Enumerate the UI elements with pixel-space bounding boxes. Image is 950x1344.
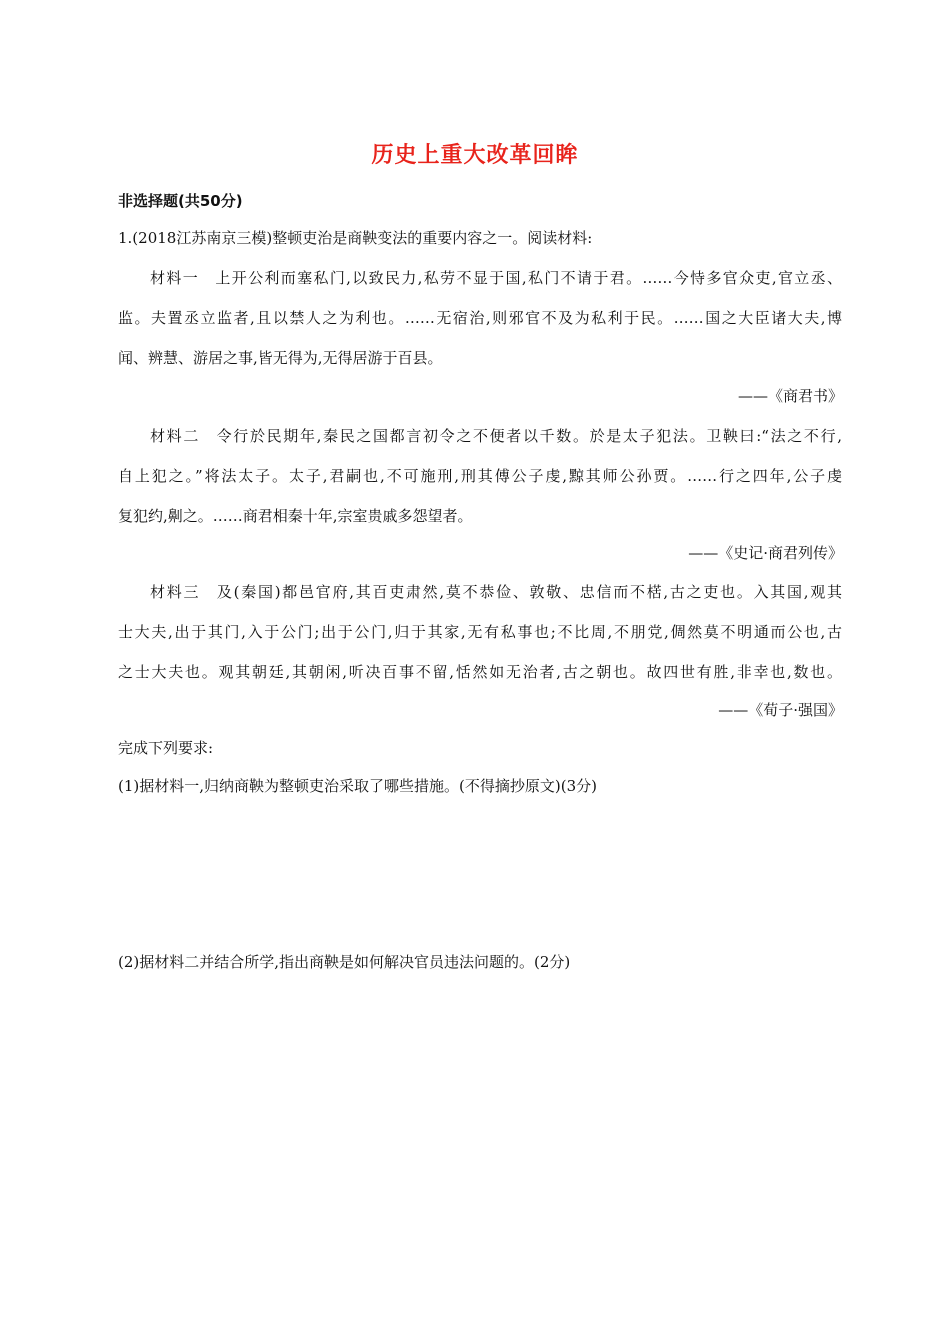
question-stem: 1.(2018江苏南京三模)整顿吏治是商鞅变法的重要内容之一。阅读材料: [118,229,593,247]
material-1-line-1: 材料一 上开公利而塞私门,以致民力,私劳不显于国,私门不请于君。……今恃多官众吏,官立丞、 [150,269,842,287]
material-3-line-2: 士大夫,出于其门,入于公门;出于公门,归于其家,无有私事也;不比周,不朋党,倜然莫不明通而公也,古 [118,623,842,641]
material-3-line-3: 之士大夫也。观其朝廷,其朝闲,听决百事不留,恬然如无治者,古之朝也。故四世有胜,非幸也,数也。 [118,663,842,681]
sub-question-2: (2)据材料二并结合所学,指出商鞅是如何解决官员违法问题的。(2分) [118,953,571,971]
page-title: 历史上重大改革回眸 [371,143,579,168]
material-3-line-1: 材料三 及(秦国)都邑官府,其百吏肃然,莫不恭俭、敦敬、忠信而不楛,古之吏也。入其国,观其 [150,583,842,601]
material-2-line-2: 自上犯之。”将法太子。太子,君嗣也,不可施刑,刑其傅公子虔,黥其师公孙贾。……行之四年,公子虔 [118,467,842,485]
material-1-line-2: 监。夫置丞立监者,且以禁人之为利也。……无宿治,则邪官不及为私利于民。……国之大臣诸大夫,博 [118,309,842,327]
material-2-source: ——《史记·商君列传》 [688,544,843,562]
material-2-line-3: 复犯约,劓之。……商君相秦十年,宗室贵戚多怨望者。 [118,507,473,525]
material-1-line-3: 闻、辨慧、游居之事,皆无得为,无得居游于百县。 [118,349,443,367]
section-heading: 非选择题(共50分) [118,192,243,210]
material-2-line-1: 材料二 令行於民期年,秦民之国都言初令之不便者以千数。於是太子犯法。卫鞅曰:“法之不行, [150,427,842,445]
instruction-text: 完成下列要求: [118,739,214,757]
material-3-source: ——《荀子·强国》 [718,701,843,719]
sub-question-1: (1)据材料一,归纳商鞅为整顿吏治采取了哪些措施。(不得摘抄原文)(3分) [118,777,597,795]
material-1-source: ——《商君书》 [737,387,843,405]
